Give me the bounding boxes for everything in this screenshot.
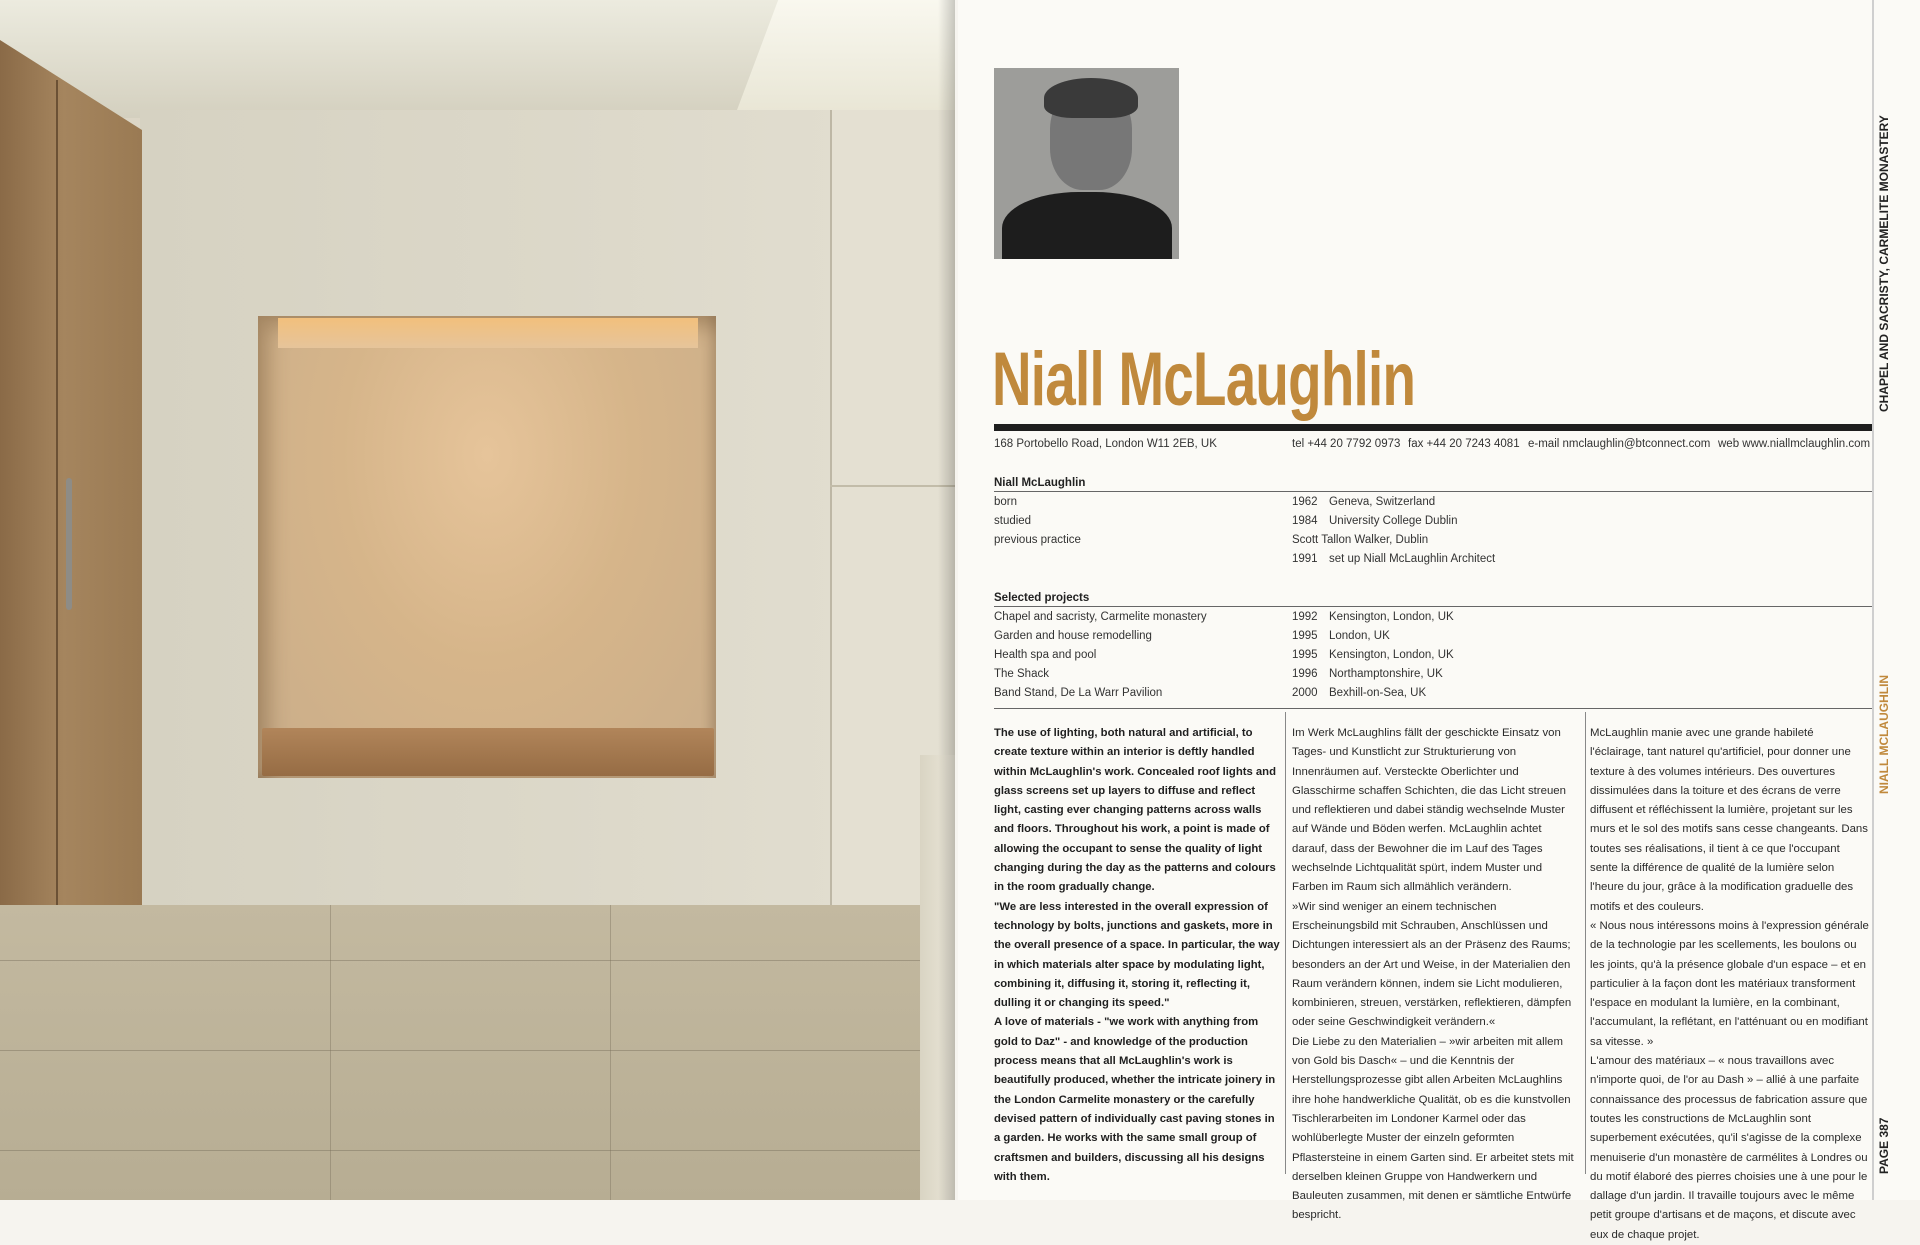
cupboard-seam [56,80,58,980]
contact-address: 168 Portobello Road, London W11 2EB, UK [994,438,1217,450]
project-year: 1995 [1292,630,1318,642]
contact-web: web www.niallmclaughlin.com [1718,438,1871,450]
contact-tel: tel +44 20 7792 0973 [1292,438,1401,450]
german-paragraph: Die Liebe zu den Materialien – »wir arbeiten mit allem von Gold bis Dasch« – und die Kenntnis der Herstellungsprozesse gibt allen Arbeiten McLaughlins ihre hohe handwerkliche Qualität, ob es die kunstvollen Tischlerarbeiten im Londoner Karmel oder das wohlüberlegte Muster der einzeln geformten Pflastersteine in einem Garten sind. Er arbeitet stets mit derselben kleinen Gruppe von Handwerkern und Bauleuten zusammen, mit denen er sämtliche Entwürfe bespricht. [1292,1035,1574,1222]
project-year: 1992 [1292,611,1318,623]
german-paragraph: »Wir sind weniger an einem technischen Erscheinungsbild mit Schrauben, Anschlüssen und Dichtungen interessiert als an der Präsenz des Raums; besonders an der Art und Weise, in der Materialien den Raum verändern können, indem sie Licht modulieren, kombinieren, streuen, verstärken, reflektieren, dämpfen oder seine Geschwindigkeit verändern.« [1292,900,1572,1029]
project-name: Band Stand, De La Warr Pavilion [994,687,1163,699]
portrait-shirt [1002,192,1172,259]
english-column [994,724,1282,1187]
english-paragraph: "We are less interested in the overall expression of technology by bolts, junctions and gaskets, more in the overall presence of a space. In particular, the way in which materials alter space by modulating light, combining it, diffusing it, storing it, reflecting it, dulling it or changing its speed." [994,900,1280,1010]
page-edge-rule [1872,0,1874,1200]
bio-detail: Geneva, Switzerland [1329,496,1436,508]
floor-tile-joint [0,1150,955,1151]
bio-label: studied [994,515,1032,527]
timber-seat-shelf [262,728,714,776]
page-gutter-shadow [938,0,955,1200]
english-paragraph: The use of lighting, both natural and artificial, to create texture within an interior is deftly handled within McLaughlin's work. Concealed roof lights and glass screens set up layers to diffuse and reflect light, casting ever changing patterns across walls and floors. Throughout his work, a point is made of allowing the occupant to sense the quality of light changing during the day as the patterns and colours in the room gradually change. [994,727,1276,894]
bio-detail: set up Niall McLaughlin Architect [1329,553,1496,565]
floor-tile-joint [330,905,331,1200]
project-place: Kensington, London, UK [1329,611,1454,623]
bio-year: 1962 [1292,496,1318,508]
lit-niche [258,316,716,778]
stone-floor [0,905,955,1200]
bio-label: born [994,496,1018,508]
bio-label: previous practice [994,534,1081,546]
project-name: Garden and house remodelling [994,630,1152,642]
door-panel-seam [830,485,955,487]
bio-detail: University College Dublin [1329,515,1458,527]
cupboard-handle [66,478,72,610]
floor-tile-joint [610,905,611,1200]
architect-name: Niall McLaughlin [992,337,1416,422]
bio-detail: Scott Tallon Walker, Dublin [1292,534,1429,546]
page-number: PAGE 387 [1877,1117,1891,1174]
project-name: Health spa and pool [994,649,1097,661]
projects-title: Selected projects [994,592,1090,604]
niche-light-glow [278,318,698,348]
project-place: Kensington, London, UK [1329,649,1454,661]
interior-photo [0,0,955,1200]
french-column [1590,724,1870,1245]
bio-title: Niall McLaughlin [994,477,1086,489]
architect-portrait [994,68,1179,259]
french-paragraph: McLaughlin manie avec une grande habileté l'éclairage, tant naturel qu'artificiel, pour donner une texture à des volumes intérieurs. Des ouvertures dissimulées dans la toiture et des écrans de verre diffusent et réfléchissent la lumière, projetant sur les murs et le sol des motifs sans cesse changeants. Dans toutes ses réalisations, il tient à ce que l'occupant sente la différence de qualité de la lumière selon l'heure du jour, grâce à la modification graduelle des motifs et des couleurs. [1590,727,1868,913]
running-name: NIALL MCLAUGHLIN [1877,674,1891,794]
project-place: Bexhill-on-Sea, UK [1329,687,1427,699]
bio-year: 1984 [1292,515,1318,527]
contact-fax: fax +44 20 7243 4081 [1408,438,1520,450]
project-year: 1995 [1292,649,1318,661]
german-column [1292,724,1580,1226]
project-name: Chapel and sacristy, Carmelite monastery [994,611,1207,623]
bio-rule [994,491,1872,492]
heading-rule [994,424,1872,431]
project-name: The Shack [994,668,1049,680]
french-paragraph: L'amour des matériaux – « nous travaillons avec n'importe quoi, de l'or au Dash » – allié à une parfaite connaissance des processus de fabrication assure que toutes les constructions de McLaughlin sont superbement exécutées, qu'il s'agisse de la complexe menuiserie d'un monastère de carmélites à Londres ou du motif élaboré des pierres choisies une à une pour le dallage d'un jardin. Il travaille toujours avec le même petit groupe d'artisans et de maçons, et discute avec eux de chaque projet. [1590,1055,1868,1241]
project-year: 2000 [1292,687,1318,699]
column-separator [1585,712,1586,1174]
german-paragraph: Im Werk McLaughlins fällt der geschickte Einsatz von Tages- und Kunstlicht zur Strukturierung von Innenräumen auf. Versteckte Oberlichter und Glasschirme schaffen Schichten, die das Licht streuen und reflektieren und dabei ständig wechselnde Muster auf Wände und Böden werfen. McLaughlin achtet darauf, dass der Bewohner die im Lauf des Tages wechselnde Lichtqualität spürt, indem Muster und Farben im Raum sich allmählich verändern. [1292,727,1566,894]
contact-email: e-mail nmclaughlin@btconnect.com [1528,438,1711,450]
bio-year: 1991 [1292,553,1318,565]
floor-tile-joint [0,1050,955,1051]
french-paragraph: « Nous nous intéressons moins à l'expression générale de la technologie par les scellements, les boulons ou les joints, qu'à la présence globale d'un espace – et en particulier à la façon dont les matériaux transforment l'espace en modulant la lumière, en la combinant, l'accumulant, la reflétant, en l'atténuant ou en modifiant sa vitesse. » [1590,919,1869,1048]
projects-bottom-rule [994,708,1872,709]
column-separator [1285,712,1286,1174]
floor-tile-joint [0,960,955,961]
projects-rule [994,606,1872,607]
project-year: 1996 [1292,668,1318,680]
portrait-hair [1044,78,1138,118]
project-place: Northamptonshire, UK [1329,668,1443,680]
project-place: London, UK [1329,630,1390,642]
running-head: CHAPEL AND SACRISTY, CARMELITE MONASTERY [1877,115,1891,412]
english-paragraph: A love of materials - "we work with anything from gold to Daz" - and knowledge of the production process means that all McLaughlin's work is beautifully produced, whether the intricate joinery in the London Carmelite monastery or the carefully devised pattern of individually cast paving stones in a garden. He works with the same small group of craftsmen and builders, discussing all his designs with them. [994,1016,1276,1183]
